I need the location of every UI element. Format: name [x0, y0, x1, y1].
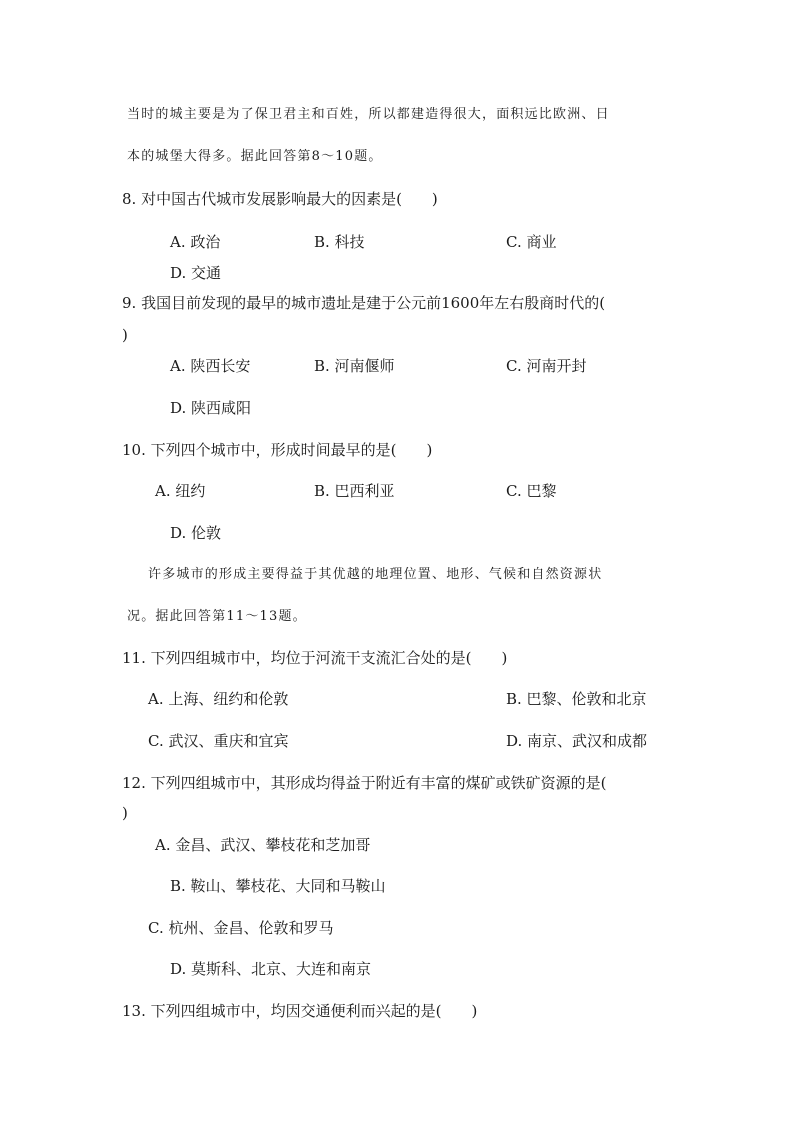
passage-text: 本的城堡大得多。据此回答第8～10题。 — [127, 149, 383, 164]
option-b: B. 巴黎、伦敦和北京 — [506, 690, 647, 708]
passage-text: 许多城市的形成主要得益于其优越的地理位置、地形、气候和自然资源状 — [148, 567, 603, 582]
option-d: D. 交通 — [170, 264, 222, 282]
question-10-stem: 10. 下列四个城市中，形成时间最早的是( ) — [122, 441, 433, 459]
option-d: D. 伦敦 — [170, 524, 222, 542]
option-b: B. 科技 — [314, 233, 365, 251]
option-b: B. 鞍山、攀枝花、大同和马鞍山 — [170, 877, 386, 895]
question-13-stem: 13. 下列四组城市中，均因交通便利而兴起的是( ) — [122, 1002, 478, 1020]
option-d: D. 南京、武汉和成都 — [506, 732, 648, 750]
option-d: D. 陕西咸阳 — [170, 399, 252, 417]
question-8-stem: 8. 对中国古代城市发展影响最大的因素是( ) — [122, 190, 438, 208]
passage-text: 当时的城主要是为了保卫君主和百姓，所以都建造得很大，面积远比欧洲、日 — [127, 107, 610, 122]
option-d: D. 莫斯科、北京、大连和南京 — [170, 960, 372, 978]
question-9-stem: 9. 我国目前发现的最早的城市遗址是建于公元前1600年左右殷商时代的( — [122, 294, 606, 312]
passage-text: 况。据此回答第11～13题。 — [127, 609, 307, 624]
option-a: A. 纽约 — [155, 482, 206, 500]
option-a: A. 陕西长安 — [170, 357, 251, 375]
question-11-stem: 11. 下列四组城市中，均位于河流干支流汇合处的是( ) — [122, 649, 508, 667]
option-c: C. 河南开封 — [506, 357, 587, 375]
option-c: C. 武汉、重庆和宜宾 — [148, 732, 289, 750]
option-a: A. 金昌、武汉、攀枝花和芝加哥 — [155, 836, 371, 854]
question-12-stem-end: ) — [122, 804, 128, 822]
question-12-stem: 12. 下列四组城市中，其形成均得益于附近有丰富的煤矿或铁矿资源的是( — [122, 774, 607, 792]
option-a: A. 政治 — [170, 233, 221, 251]
option-b: B. 巴西利亚 — [314, 482, 395, 500]
option-c: C. 商业 — [506, 233, 557, 251]
question-9-stem-end: ) — [122, 326, 128, 344]
option-b: B. 河南偃师 — [314, 357, 395, 375]
option-c: C. 杭州、金昌、伦敦和罗马 — [148, 919, 334, 937]
option-a: A. 上海、纽约和伦敦 — [148, 690, 289, 708]
option-c: C. 巴黎 — [506, 482, 557, 500]
